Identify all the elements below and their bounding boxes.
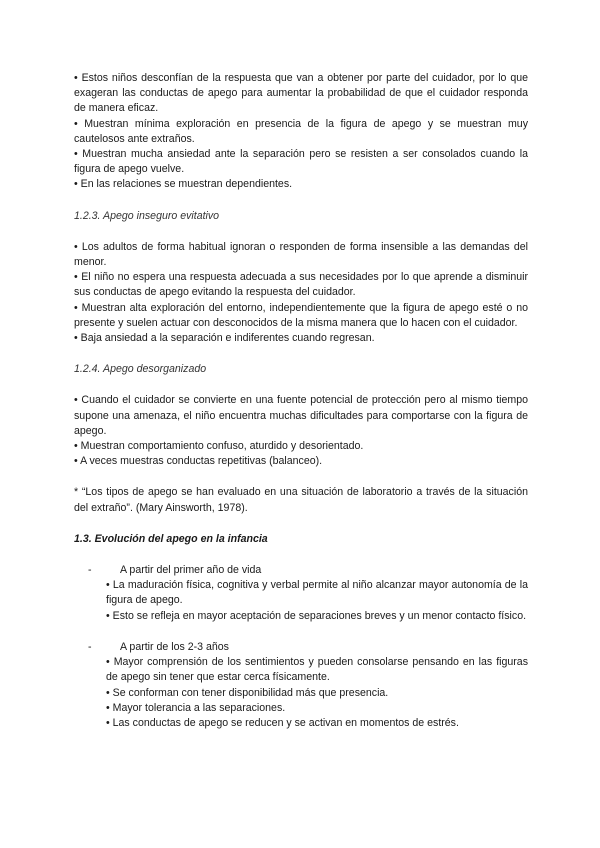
stage-item: • Se conforman con tener disponibilidad más que presencia. — [106, 686, 389, 699]
section-heading-evolution: 1.3. Evolución del apego en la infancia — [74, 532, 268, 545]
bullet-paragraph: • Muestran mucha ansiedad ante la separación pero se resisten a ser consolados cuando la figura de apego vuelve. — [74, 148, 528, 176]
bullet-paragraph: • A veces muestras conductas repetitivas (balanceo). — [74, 455, 323, 468]
avoidant-bullet-list — [74, 240, 528, 346]
evolution-stage — [74, 640, 528, 731]
footnote-paragraph: * “Los tipos de apego se han evaluado en una situación de laboratorio a través de la situación del extraño”. (Mary Ainsworth, 1978). — [74, 486, 528, 514]
bullet-paragraph: • Muestran comportamiento confuso, aturdido y desorientado. — [74, 440, 364, 453]
stage-item: • Mayor comprensión de los sentimientos y pueden consolarse pensando en las figuras de apego sin tener que estar cerca físicamente. — [106, 656, 528, 684]
dash-marker: - — [88, 640, 92, 653]
stage-item: • Mayor tolerancia a las separaciones. — [106, 701, 286, 714]
stage-item: • Esto se refleja en mayor aceptación de separaciones breves y un menor contacto físico. — [106, 609, 527, 622]
disorganized-bullet-list — [74, 393, 528, 469]
bullet-paragraph: • Cuando el cuidador se convierte en una fuente potencial de protección pero al mismo tiempo supone una amenaza, el niño encuentra muchas dificultades para comportarse con la figura de apego. — [74, 394, 528, 437]
bullet-paragraph: • Estos niños desconfían de la respuesta que van a obtener por parte del cuidador, por lo que exageran las conductas de apego para aumentar la probabilidad de que el cuidador responda de manera eficaz. — [74, 72, 528, 115]
stage-item: • Las conductas de apego se reducen y se activan en momentos de estrés. — [106, 716, 459, 729]
bullet-paragraph: • El niño no espera una respuesta adecuada a sus necesidades por lo que aprende a disminuir sus conductas de apego evitando la respuesta del cuidador. — [74, 271, 528, 299]
stage-item: • La maduración física, cognitiva y verbal permite al niño alcanzar mayor autonomía de la figura de apego. — [106, 579, 528, 607]
section-heading-avoidant: 1.2.3. Apego inseguro evitativo — [74, 209, 220, 222]
bullet-paragraph: • Muestran alta exploración del entorno, independientemente que la figura de apego esté o no presente y suelen actuar con desconocidos de la misma manera que lo hacen con el cuidador. — [74, 301, 528, 329]
bullet-paragraph: • En las relaciones se muestran dependientes. — [74, 178, 293, 191]
stage-label: A partir del primer año de vida — [120, 564, 262, 577]
ambivalent-bullet-list — [74, 71, 528, 193]
evolution-stage — [74, 563, 528, 624]
bullet-paragraph: • Muestran mínima exploración en presencia de la figura de apego y se muestran muy cautelosos ante extraños. — [74, 117, 528, 145]
section-heading-disorganized: 1.2.4. Apego desorganizado — [74, 363, 207, 376]
bullet-paragraph: • Baja ansiedad a la separación e indiferentes cuando regresan. — [74, 332, 375, 345]
bullet-paragraph: • Los adultos de forma habitual ignoran o responden de forma insensible a las demandas del menor. — [74, 240, 528, 269]
page-content — [74, 71, 528, 731]
dash-marker: - — [88, 564, 92, 577]
stage-label: A partir de los 2-3 años — [120, 640, 229, 653]
